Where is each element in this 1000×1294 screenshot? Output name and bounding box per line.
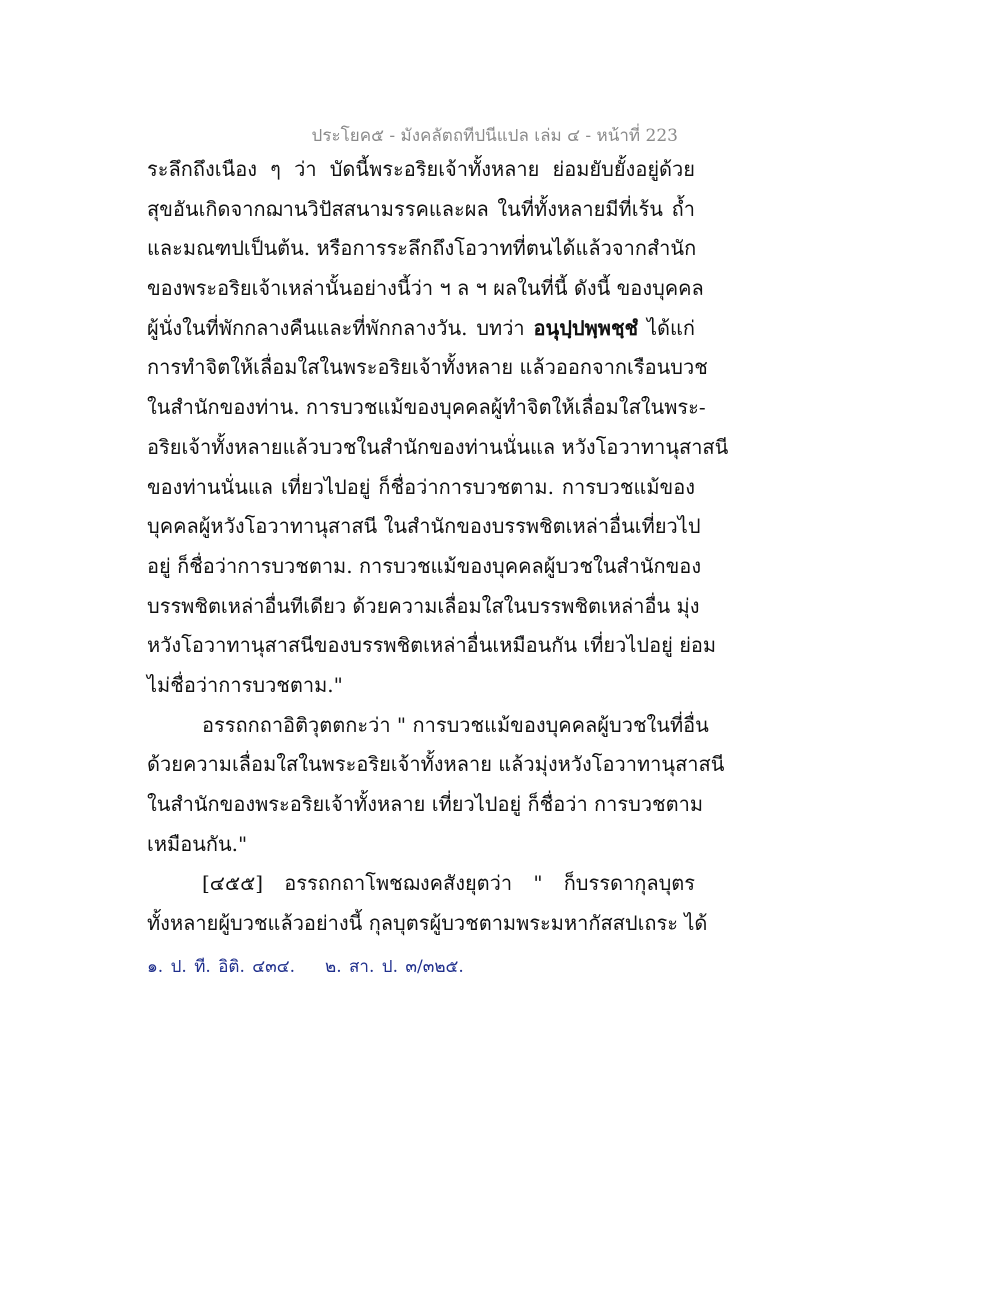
text-line: [๔๕๕] อรรถกถาโพชฌงคสังยุตว่า " ก็บรรดากุลบุตร (202, 871, 695, 896)
text-line: อยู่ ก็ชื่อว่าการบวชตาม. การบวชแม้ของบุคคลผู้บวชในสำนักของ (147, 553, 702, 578)
page-header: ประโยค๕ - มังคลัตถทีปนีแปล เล่ม ๔ - หน้าที่ 223 (311, 126, 678, 146)
text-line: ในสำนักของท่าน. การบวชแม้ของบุคคลผู้ทำจิตให้เลื่อมใสในพระ- (147, 395, 706, 420)
text-line: อรรถกถาอิติวุตตกะว่า " การบวชแม้ของบุคคลผู้บวชในที่อื่น (202, 712, 709, 737)
text-line: ของพระอริยเจ้าเหล่านั้นอย่างนี้ว่า ฯ ล ฯ ผลในที่นี้ ดังนี้ ของบุคคล (147, 276, 704, 301)
text-line: ไม่ชื่อว่าการบวชตาม." (147, 672, 343, 697)
text-line-with-term (147, 309, 695, 349)
text-line: สุขอันเกิดจากฌานวิปัสสนามรรคและผล ในที่ทั้งหลายมีที่เร้น ถ้ำ (147, 196, 695, 221)
text-line: ทั้งหลายผู้บวชแล้วอย่างนี้ กุลบุตรผู้บวชตามพระมหากัสสปเถระ ได้ (147, 911, 708, 936)
text-line: ระลึกถึงเนือง ๆ ว่า บัดนี้พระอริยเจ้าทั้งหลาย ย่อมยับยั้งอยู่ด้วย (147, 157, 695, 181)
footnotes (147, 953, 464, 980)
text-line: การทำจิตให้เลื่อมใสในพระอริยเจ้าทั้งหลาย แล้วออกจากเรือนบวช (147, 355, 708, 380)
text-line: บรรพชิตเหล่าอื่นทีเดียว ด้วยความเลื่อมใสในบรรพชิตเหล่าอื่น มุ่ง (147, 593, 700, 618)
text-segment: ผู้นั่งในที่พักกลางคืนและที่พักกลางวัน. บทว่า (147, 315, 525, 340)
text-segment: ได้แก่ (646, 315, 696, 340)
body-text (147, 150, 729, 944)
text-line: และมณฑปเป็นต้น. หรือการระลึกถึงโอวาทที่ตนได้แล้วจากสำนัก (147, 236, 697, 261)
text-line: ในสำนักของพระอริยเจ้าทั้งหลาย เที่ยวไปอยู่ ก็ชื่อว่า การบวชตาม (147, 792, 704, 816)
text-line: หวังโอวาทานุสาสนีของบรรพชิตเหล่าอื่นเหมือนกัน เที่ยวไปอยู่ ย่อม (147, 633, 717, 658)
text-line: บุคคลผู้หวังโอวาทานุสาสนี ในสำนักของบรรพชิตเหล่าอื่นเที่ยวไป (147, 514, 701, 539)
text-line: อริยเจ้าทั้งหลายแล้วบวชในสำนักของท่านนั่นแล หวังโอวาทานุสาสนี (147, 434, 729, 459)
text-line: ของท่านนั่นแล เที่ยวไปอยู่ ก็ชื่อว่าการบวชตาม. การบวชแม้ของ (147, 474, 695, 499)
bold-pali-term: อนุปฺปพฺพชฺชํ (533, 315, 639, 340)
footnote-2: ๒. สา. ป. ๓/๓๒๕. (325, 957, 464, 977)
footnote-1: ๑. ป. ที. อิติ. ๔๓๔. (147, 957, 296, 977)
text-line: เหมือนกัน." (147, 831, 248, 856)
text-line: ด้วยความเลื่อมใสในพระอริยเจ้าทั้งหลาย แล้วมุ่งหวังโอวาทานุสาสนี (147, 752, 725, 777)
